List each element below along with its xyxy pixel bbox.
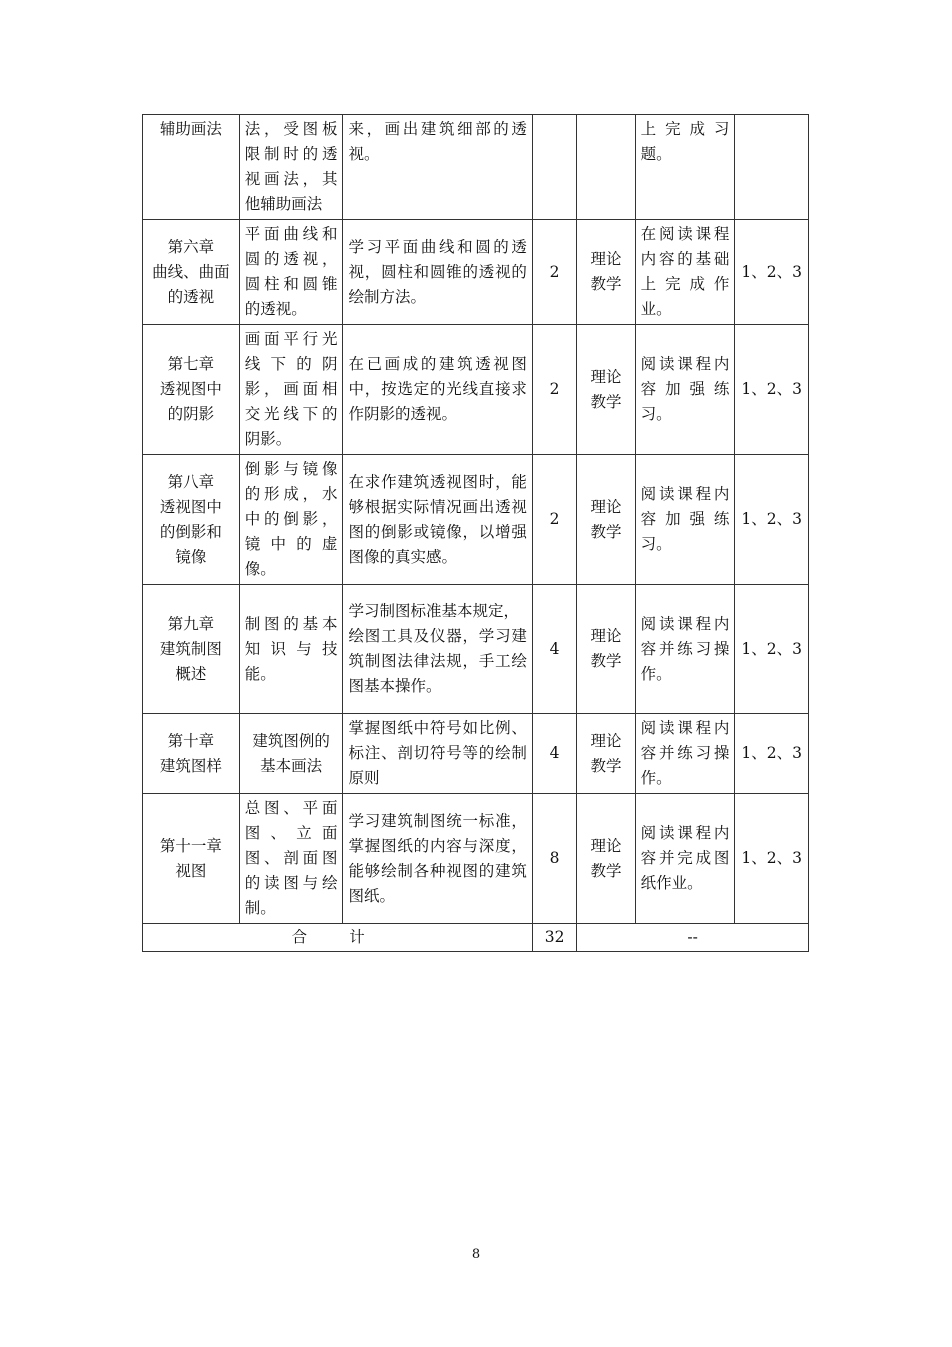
chapter-line: 的倒影和 xyxy=(159,522,222,541)
total-row xyxy=(143,924,809,952)
refs-cell: 1、2、3 xyxy=(735,325,809,455)
chapter-line: 的透视 xyxy=(167,287,215,306)
method-cell xyxy=(577,714,635,794)
refs-cell: 1、2、3 xyxy=(735,585,809,714)
table-row xyxy=(143,115,809,220)
method-cell xyxy=(577,794,635,924)
content-cell: 来，画出建筑细部的透视。 xyxy=(343,115,532,220)
topic-cell xyxy=(239,714,343,794)
topic-cell: 制图的基本知识与技能。 xyxy=(239,585,343,714)
task-cell: 阅读课程内容 加 强 练习。 xyxy=(635,455,735,585)
content-cell: 掌握图纸中符号如比例、标注、剖切符号等的绘制原则 xyxy=(343,714,532,794)
table-row xyxy=(143,220,809,325)
chapter-cell xyxy=(143,585,240,714)
chapter-line: 视图 xyxy=(175,861,207,880)
method-line: 理论 xyxy=(590,627,622,645)
chapter-line: 透视图中 xyxy=(159,497,222,516)
chapter-cell xyxy=(143,794,240,924)
method-line: 教学 xyxy=(590,756,622,775)
method-cell xyxy=(577,455,635,585)
content-cell: 在求作建筑透视图时，能够根据实际情况画出透视图的倒影或镜像，以增强图像的真实感。 xyxy=(343,455,532,585)
total-rest: -- xyxy=(577,924,809,952)
chapter-line: 第十一章 xyxy=(159,836,222,855)
method-line: 理论 xyxy=(590,731,622,750)
chapter-line: 概述 xyxy=(175,664,207,683)
chapter-line: 第六章 xyxy=(167,237,215,256)
chapter-line: 第九章 xyxy=(167,614,215,633)
refs-cell: 1、2、3 xyxy=(735,794,809,924)
topic-cell: 法，受图板限制时的透视画法，其他辅助画法 xyxy=(239,115,343,220)
course-schedule-table xyxy=(142,114,809,952)
task-cell: 上 完 成 习题。 xyxy=(635,115,735,220)
chapter-cell xyxy=(143,115,240,220)
chapter-line: 的阴影 xyxy=(167,405,215,423)
total-hours: 32 xyxy=(532,924,576,952)
table-row xyxy=(143,585,809,714)
method-line: 教学 xyxy=(590,392,622,411)
chapter-cell xyxy=(143,455,240,585)
chapter-line: 辅助画法 xyxy=(159,120,222,138)
refs-cell: 1、2、3 xyxy=(735,455,809,585)
chapter-line: 第十章 xyxy=(167,731,215,750)
topic-line: 基本画法 xyxy=(260,756,323,775)
task-cell: 阅读课程内容并练习操作。 xyxy=(635,585,735,714)
task-cell: 阅读课程内容并完成图纸作业。 xyxy=(635,794,735,924)
method-line: 理论 xyxy=(590,497,622,516)
content-cell xyxy=(343,585,532,714)
table-row xyxy=(143,325,809,455)
total-label-text: 合 计 xyxy=(291,928,384,946)
hours-cell: 4 xyxy=(532,585,576,714)
chapter-line: 第八章 xyxy=(167,472,215,491)
refs-cell: 1、2、3 xyxy=(735,714,809,794)
hours-cell: 2 xyxy=(532,220,576,325)
chapter-line: 建筑制图 xyxy=(159,639,222,658)
method-line: 理论 xyxy=(590,367,622,386)
page-number: 8 xyxy=(471,1247,481,1262)
hours-cell: 2 xyxy=(532,325,576,455)
hours-cell: 2 xyxy=(532,455,576,585)
topic-cell: 倒影与镜像的形成，水中的倒影，镜 中 的 虚像。 xyxy=(239,455,343,585)
method-line: 教学 xyxy=(590,522,622,541)
topic-cell: 画面平行光线 下 的 阴影，画面相交光线下的阴影。 xyxy=(239,325,343,455)
chapter-cell xyxy=(143,325,240,455)
method-line: 理论 xyxy=(590,250,622,268)
chapter-line: 透视图中 xyxy=(159,380,222,398)
hours-cell: 8 xyxy=(532,794,576,924)
method-line: 理论 xyxy=(590,836,622,855)
table-row xyxy=(143,455,809,585)
task-cell: 阅读课程内容并练习操作。 xyxy=(635,714,735,794)
method-cell xyxy=(577,585,635,714)
content-cell: 学习平面曲线和圆的透视，圆柱和圆锥的透视的绘制方法。 xyxy=(343,220,532,325)
method-cell xyxy=(577,220,635,325)
chapter-line: 建筑图样 xyxy=(159,756,222,775)
chapter-cell xyxy=(143,714,240,794)
total-label xyxy=(143,924,533,952)
method-line: 教学 xyxy=(590,652,622,670)
content-cell: 在已画成的建筑透视图中，按选定的光线直接求作阴影的透视。 xyxy=(343,325,532,455)
method-cell xyxy=(577,115,635,220)
refs-cell: 1、2、3 xyxy=(735,220,809,325)
hours-cell: 4 xyxy=(532,714,576,794)
chapter-line: 曲线、曲面 xyxy=(152,262,230,281)
method-line: 教学 xyxy=(590,275,622,293)
topic-line: 建筑图例的 xyxy=(252,731,330,750)
chapter-line: 镜像 xyxy=(175,547,207,566)
content-cell: 学习建筑制图统一标准，掌握图纸的内容与深度，能够绘制各种视图的建筑图纸。 xyxy=(343,794,532,924)
topic-cell: 平面曲线和圆的透视，圆柱和圆锥的透视。 xyxy=(239,220,343,325)
chapter-cell xyxy=(143,220,240,325)
table-row xyxy=(143,794,809,924)
chapter-line: 第七章 xyxy=(167,355,215,373)
task-cell: 阅读课程内容 加 强 练习。 xyxy=(635,325,735,455)
task-cell: 在阅读课程内容的基础上 完 成 作业。 xyxy=(635,220,735,325)
table-row xyxy=(143,714,809,794)
refs-cell xyxy=(735,115,809,220)
content-line: 学习制图标准基本规定， xyxy=(348,602,519,620)
hours-cell xyxy=(532,115,576,220)
method-cell xyxy=(577,325,635,455)
topic-cell: 总图、平面图、立面图、剖面图的读图与绘制。 xyxy=(239,794,343,924)
content-line: 绘图工具及仪器，学习建筑制图法律法规，手工绘图基本操作。 xyxy=(348,627,527,695)
method-line: 教学 xyxy=(590,861,622,880)
